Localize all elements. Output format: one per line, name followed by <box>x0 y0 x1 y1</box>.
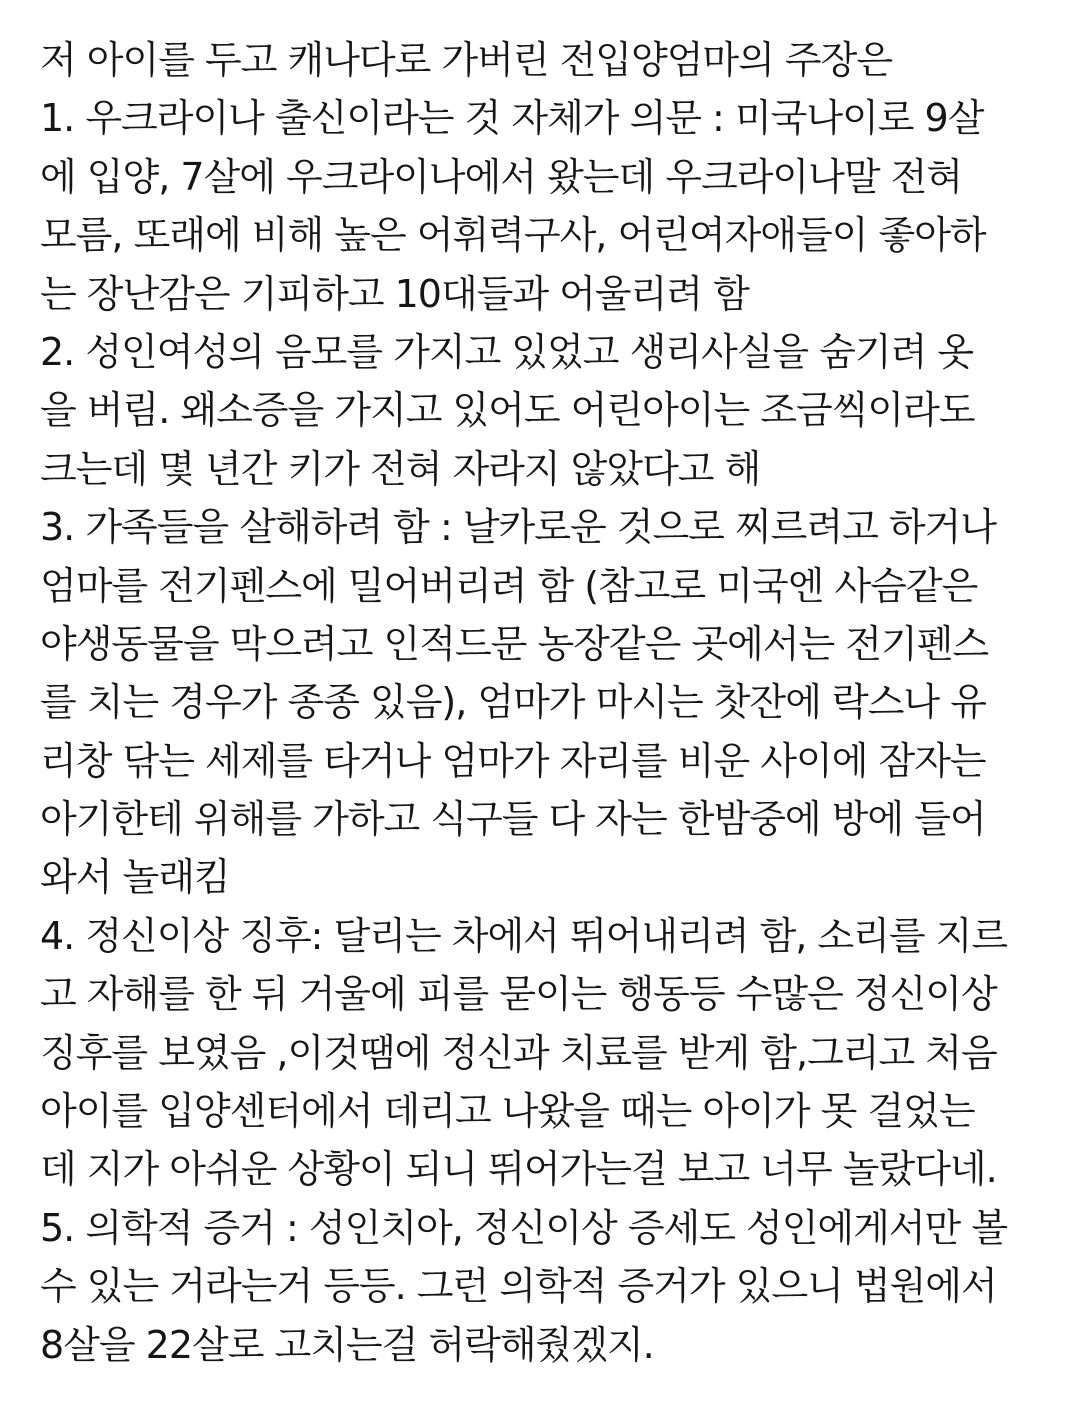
text-line: 2. 성인여성의 음모를 가지고 있었고 생리사실을 숨기려 옷 <box>40 329 974 374</box>
text-line: 1. 우크라이나 출신이라는 것 자체가 의문 : 미국나이로 9살 <box>40 96 984 141</box>
text-line: 저 아이를 두고 캐나다로 가버린 전입양엄마의 주장은 <box>40 38 893 82</box>
text-line: 와서 놀래킴 <box>40 855 230 900</box>
text-line: 8살을 22살로 고치는걸 허락해줬겠지. <box>40 1322 654 1367</box>
text-line: 아이를 입양센터에서 데리고 나왔을 때는 아이가 못 걸었는 <box>40 1089 975 1134</box>
text-line: 에 입양, 7살에 우크라이나에서 왔는데 우크라이나말 전혀 <box>40 154 963 199</box>
text-line: 고 자해를 한 뒤 거울에 피를 묻이는 행동등 수많은 정신이상 <box>40 972 997 1017</box>
text-line: 리창 닦는 세제를 타거나 엄마가 자리를 비운 사이에 잠자는 <box>40 738 986 783</box>
document-body <box>40 0 1050 1374</box>
text-line: 징후를 보였음 ,이것땜에 정신과 치료를 받게 함,그리고 처음 <box>40 1030 997 1075</box>
text-line: 4. 정신이상 징후: 달리는 차에서 뛰어내리려 함, 소리를 지르 <box>40 913 1008 958</box>
text-line: 는 장난감은 기피하고 10대들과 어울리려 함 <box>40 271 749 316</box>
text-line: 를 치는 경우가 종종 있음), 엄마가 마시는 찻잔에 락스나 유 <box>40 680 986 725</box>
text-line: 모름, 또래에 비해 높은 어휘력구사, 어린여자애들이 좋아하 <box>40 213 986 258</box>
text-line: 데 지가 아쉬운 상황이 되니 뛰어가는걸 보고 너무 놀랐다네. <box>40 1147 997 1192</box>
text-line: 크는데 몇 년간 키가 전혀 자라지 않았다고 해 <box>40 446 761 491</box>
text-line: 수 있는 거라는거 등등. 그런 의학적 증거가 있으니 법원에서 <box>40 1264 997 1309</box>
text-line: 5. 의학적 증거 : 성인치아, 정신이상 증세도 성인에게서만 볼 <box>40 1205 1008 1250</box>
text-line: 야생동물을 막으려고 인적드문 농장같은 곳에서는 전기펜스 <box>40 621 989 666</box>
text-line: 아기한테 위해를 가하고 식구들 다 자는 한밤중에 방에 들어 <box>40 797 986 842</box>
text-line: 3. 가족들을 살해하려 함 : 날카로운 것으로 찌르려고 하거나 <box>40 505 996 550</box>
text-line: 엄마를 전기펜스에 밀어버리려 함 (참고로 미국엔 사슴같은 <box>40 563 978 608</box>
text-line: 을 버림. 왜소증을 가지고 있어도 어린아이는 조금씩이라도 <box>40 388 975 433</box>
